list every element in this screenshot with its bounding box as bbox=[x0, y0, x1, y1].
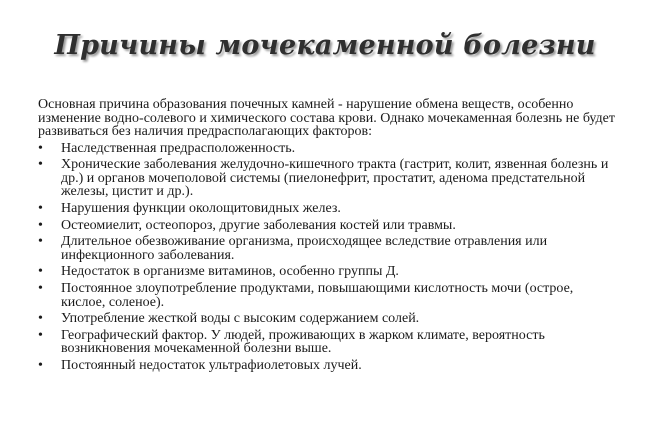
list-item bbox=[38, 359, 618, 373]
list-item-text: Недостаток в организме витаминов, особенно группы Д. bbox=[61, 264, 399, 280]
list-item bbox=[38, 158, 618, 199]
bullet-icon: • bbox=[38, 157, 43, 173]
list-item bbox=[38, 202, 618, 216]
list-item-text: Остеомиелит, остеопороз, другие заболевания костей или травмы. bbox=[61, 217, 456, 233]
bullet-icon: • bbox=[38, 327, 43, 343]
bullet-icon: • bbox=[38, 311, 43, 327]
list-item-text: Постоянное злоупотребление продуктами, повышающими кислотность мочи (острое, кислое, соленое). bbox=[61, 280, 574, 310]
list-item-text: Употребление жесткой воды с высоким содержанием солей. bbox=[61, 311, 420, 327]
bullet-icon: • bbox=[38, 201, 43, 217]
slide-title: Причины мочекаменной болезни bbox=[54, 30, 596, 61]
list-item-text: Наследственная предрасположенность. bbox=[61, 140, 296, 156]
slide-body bbox=[38, 98, 618, 375]
bullet-icon: • bbox=[38, 280, 43, 296]
list-item bbox=[38, 265, 618, 279]
list-item bbox=[38, 142, 618, 156]
list-item bbox=[38, 235, 618, 262]
bullet-icon: • bbox=[38, 234, 43, 250]
intro-paragraph: Основная причина образования почечных камней - нарушение обмена веществ, особенно изменение водно-солевого и химического состава крови. Однако мочекаменная болезнь не будет развиваться без наличия предрасполагающих факторов: bbox=[38, 97, 615, 140]
list-item-text: Географический фактор. У людей, проживающих в жарком климате, вероятность возникновения мочекаменной болезни выше. bbox=[61, 327, 545, 357]
list-item-text: Хронические заболевания желудочно-кишечного тракта (гастрит, колит, язвенная болезнь и др.) и органов мочеполовой системы (пиелонефрит, простатит, аденома предстательной железы, цистит и др.). bbox=[61, 157, 609, 200]
bullet-icon: • bbox=[38, 264, 43, 280]
bullet-icon: • bbox=[38, 217, 43, 233]
bullet-icon: • bbox=[38, 140, 43, 156]
list-item-text: Длительное обезвоживание организма, происходящее вследствие отравления или инфекционного заболевания. bbox=[61, 234, 548, 263]
list-item-text: Постоянный недостаток ультрафиолетовых лучей. bbox=[61, 357, 362, 373]
list-item bbox=[38, 329, 618, 356]
list-item bbox=[38, 312, 618, 326]
bullet-icon: • bbox=[38, 357, 43, 373]
list-item bbox=[38, 219, 618, 233]
list-item bbox=[38, 282, 618, 309]
bullet-list bbox=[38, 142, 618, 373]
list-item-text: Нарушения функции околощитовидных желез. bbox=[61, 201, 341, 217]
